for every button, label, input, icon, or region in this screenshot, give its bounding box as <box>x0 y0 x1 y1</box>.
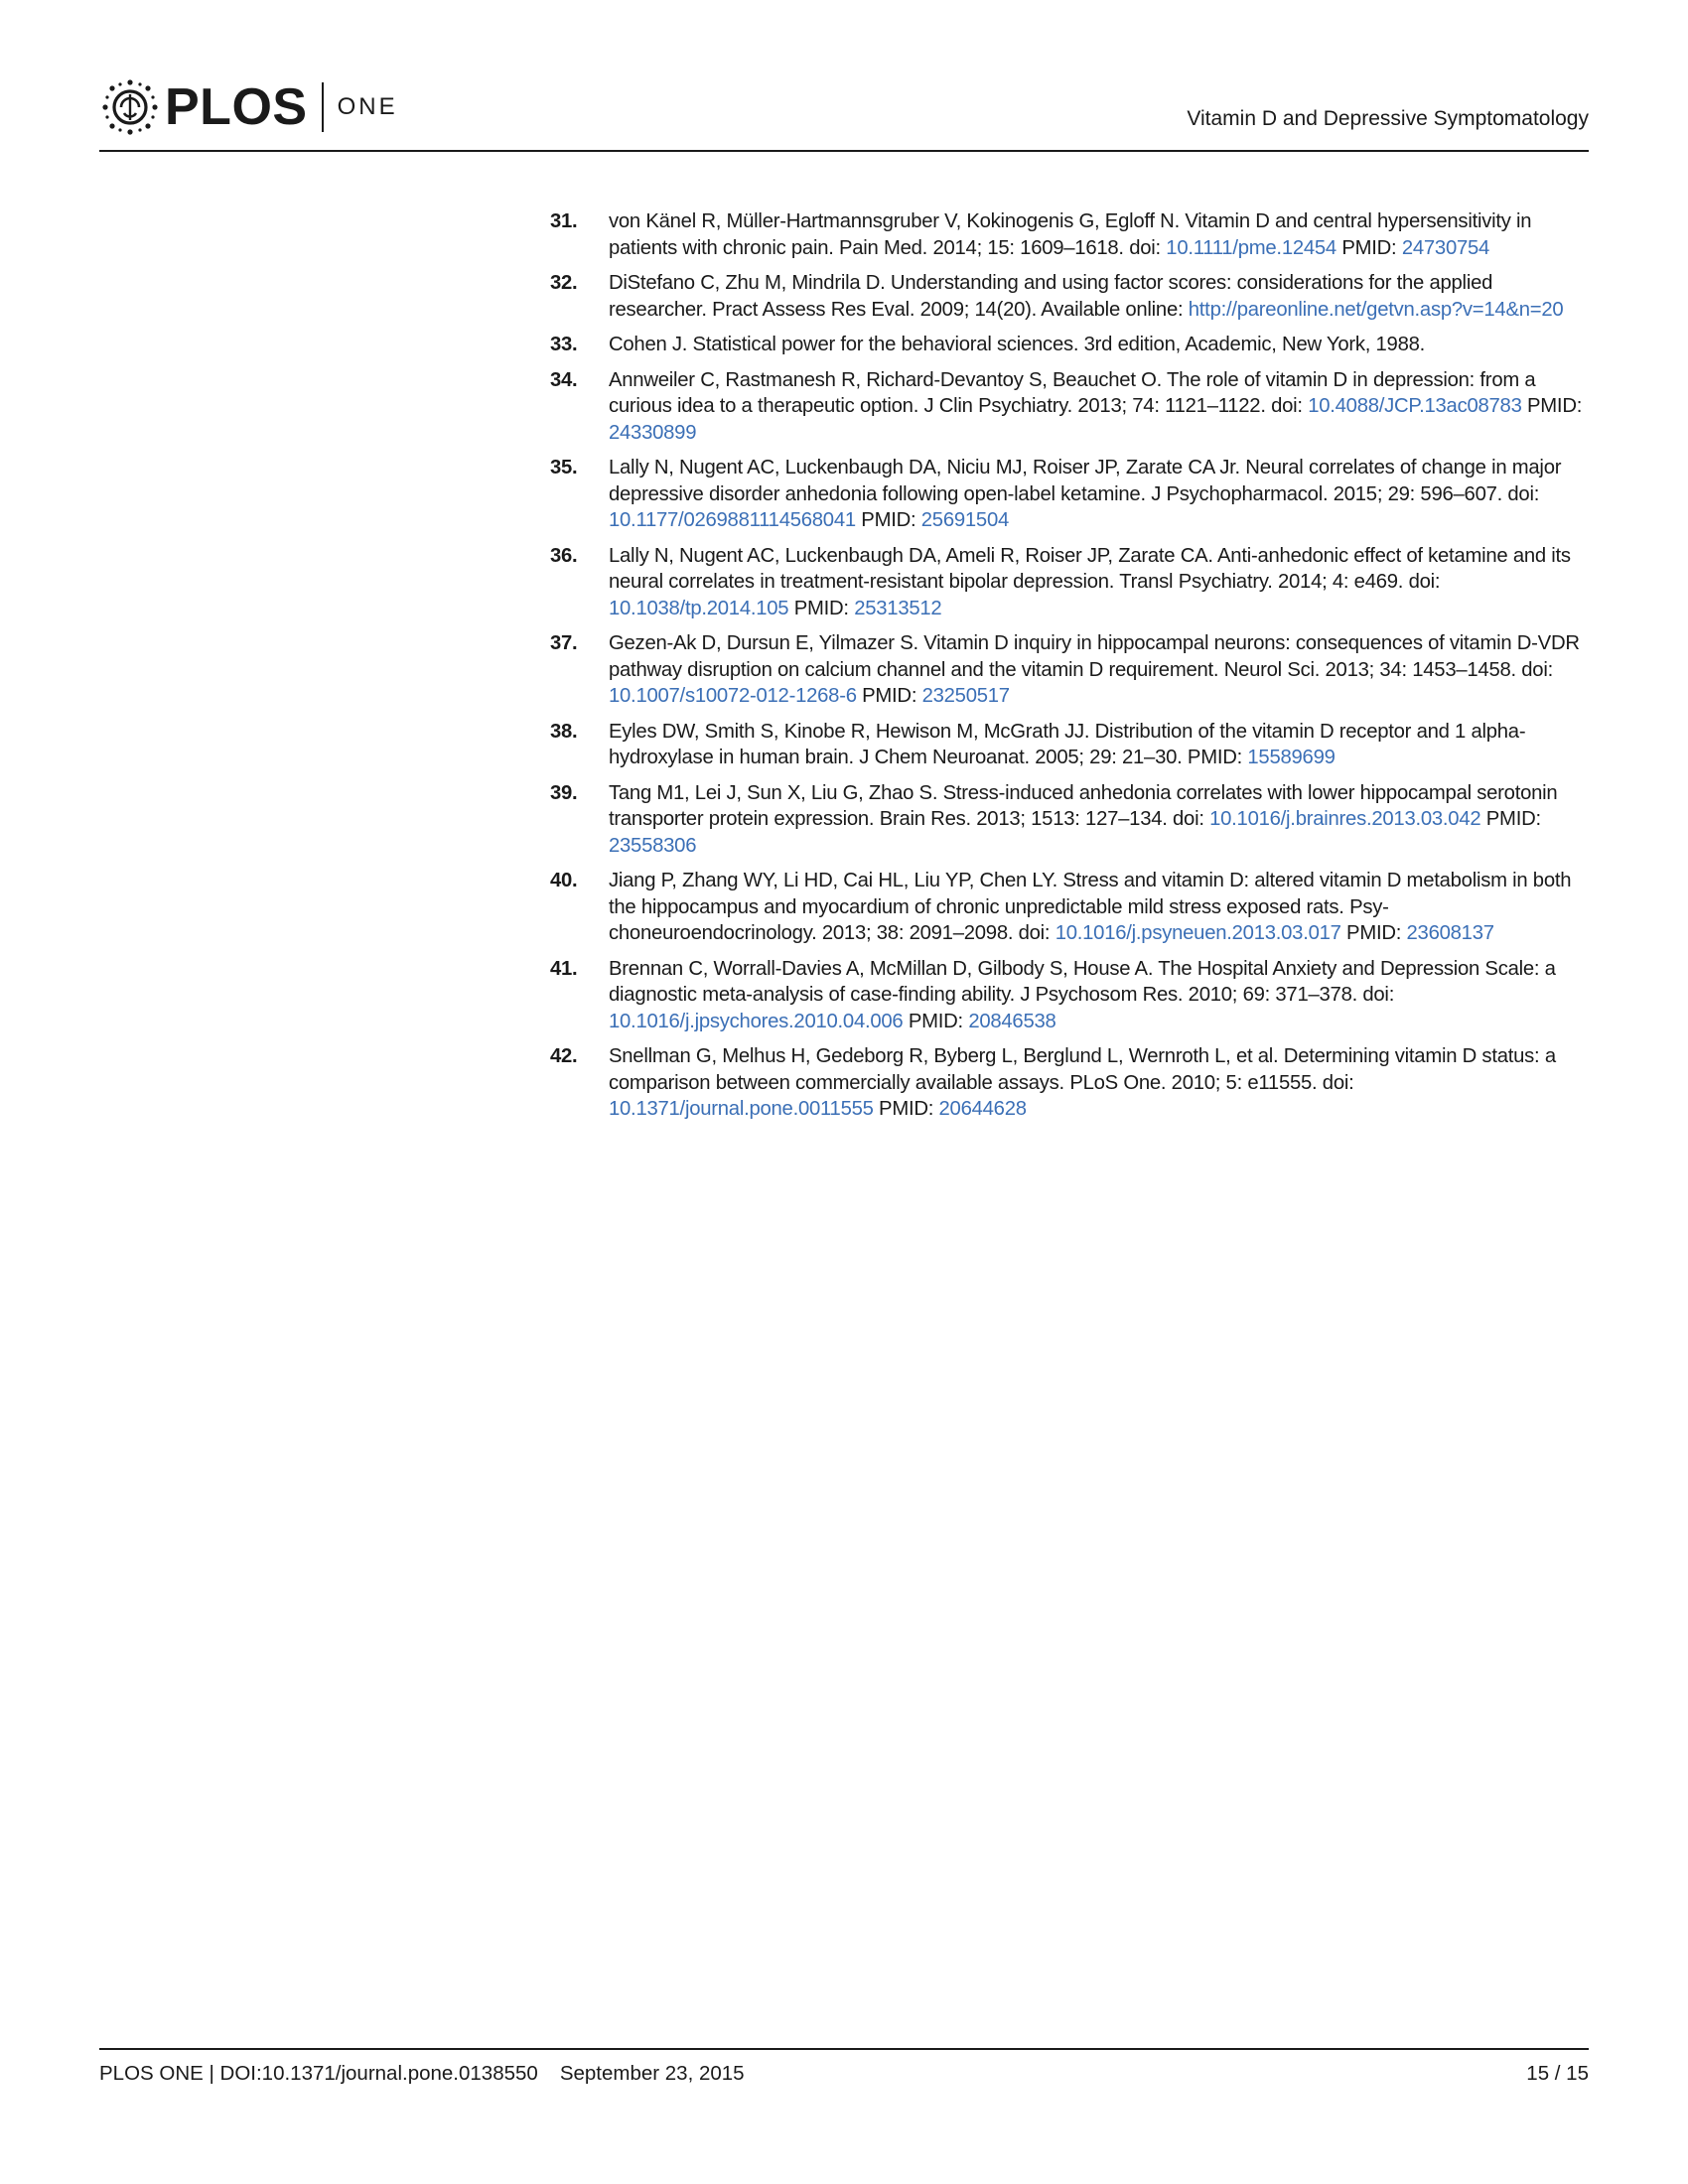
reference-text: Gezen-Ak D, Dursun E, Yilmazer S. Vitamin D inquiry in hippocampal neurons: consequences of vitamin D-VDR pathway disruption on calcium channel and the vitamin D requirement. Neurol Sci. 2013; 34: 1453–1458. doi: <box>609 632 1580 681</box>
reference-number: 34. <box>550 368 578 391</box>
reference-pmid-link[interactable]: 23608137 <box>1406 922 1494 944</box>
header-rule <box>99 150 1589 152</box>
reference-doi-link[interactable]: 10.1016/j.psyneuen.2013.03.017 <box>1055 922 1341 944</box>
reference-pmid-link[interactable]: 23558306 <box>609 834 697 857</box>
logo-divider <box>322 82 324 132</box>
reference-text: Cohen J. Statistical power for the behavioral sciences. 3rd edition, Academic, New York, 1988. <box>609 334 1426 355</box>
footer-citation <box>99 2062 745 2086</box>
logo-one-text: ONE <box>337 93 398 120</box>
reference-number: 41. <box>550 957 578 980</box>
reference-item <box>550 270 1589 323</box>
reference-number: 42. <box>550 1045 578 1067</box>
reference-text: Tang M1, Lei J, Sun X, Liu G, Zhao S. Stress-induced anhedonia correlates with lower hippocampal serotonin transporter protein expression. Brain Res. 2013; 1513: 127–134. doi: <box>609 781 1558 830</box>
reference-pmid-label: PMID: <box>1521 395 1583 417</box>
footer-page-number: 15 / 15 <box>1526 2062 1589 2085</box>
reference-number: 39. <box>550 781 578 804</box>
reference-text: DiStefano C, Zhu M, Mindrila D. Understanding and using factor scores: considerations for the applied researcher. Pract Assess Res Eval. 2009; 14(20). Available online: <box>609 272 1493 321</box>
reference-item <box>550 630 1589 710</box>
reference-item <box>550 332 1589 358</box>
reference-doi-link[interactable]: 10.1038/tp.2014.105 <box>609 597 789 619</box>
reference-text: Lally N, Nugent AC, Luckenbaugh DA, Ameli R, Roiser JP, Zarate CA. Anti-anhedonic effect of ketamine and its neural correlates in treatment-resistant bipolar depression. Transl Psychiatry. 2014; 4: e469. doi: <box>609 544 1571 593</box>
reference-pmid-link[interactable]: 20846538 <box>968 1010 1056 1032</box>
reference-number: 32. <box>550 272 578 294</box>
logo-plos-text: PLOS <box>165 78 308 136</box>
page-header <box>99 71 1589 151</box>
reference-pmid-link[interactable]: 15589699 <box>1247 747 1336 768</box>
reference-doi-link[interactable]: 10.1016/j.brainres.2013.03.042 <box>1209 808 1481 830</box>
reference-doi-link[interactable]: 10.1016/j.jpsychores.2010.04.006 <box>609 1010 904 1032</box>
reference-number: 33. <box>550 334 578 355</box>
reference-text: Snellman G, Melhus H, Gedeborg R, Byberg L, Berglund L, Wernroth L, et al. Determining vitamin D status: a comparison between commercially available assays. PLoS One. 2010; 5: e11555. doi: <box>609 1045 1556 1094</box>
reference-list <box>550 208 1589 1132</box>
reference-url-link[interactable]: http://pareonline.net/getvn.asp?v=14&n=20 <box>1188 298 1564 321</box>
reference-pmid-link[interactable]: 24730754 <box>1401 236 1490 259</box>
reference-number: 38. <box>550 720 578 743</box>
reference-number: 36. <box>550 544 578 567</box>
reference-text: Lally N, Nugent AC, Luckenbaugh DA, Niciu MJ, Roiser JP, Zarate CA Jr. Neural correlates of change in major depressive disorder anhedonia following open-label ketamine. J Psychopharmacol. 2015; 29: 596–607. doi: <box>609 457 1562 505</box>
reference-item <box>550 367 1589 447</box>
reference-number: 35. <box>550 457 578 478</box>
reference-item <box>550 780 1589 860</box>
plos-logo-icon <box>99 76 161 138</box>
footer-date: September 23, 2015 <box>559 2062 745 2085</box>
reference-text: Brennan C, Worrall-Davies A, McMillan D, Gilbody S, House A. The Hospital Anxiety and Depression Scale: a diagnostic meta-analysis of case-finding ability. J Psychosom Res. 2010; 69: 371–378. doi: <box>609 957 1556 1006</box>
reference-doi-link[interactable]: 10.1371/journal.pone.0011555 <box>609 1098 874 1120</box>
reference-doi-link[interactable]: 10.1007/s10072-012-1268-6 <box>609 685 857 707</box>
reference-pmid-label: PMID: <box>788 597 855 619</box>
reference-pmid-label: PMID: <box>873 1098 939 1120</box>
reference-item <box>550 208 1589 261</box>
reference-number: 37. <box>550 632 578 654</box>
reference-pmid-label: PMID: <box>1480 808 1541 830</box>
reference-pmid-link[interactable]: 25691504 <box>920 509 1010 531</box>
footer-journal-doi: PLOS ONE | DOI:10.1371/journal.pone.0138550 <box>99 2062 538 2085</box>
reference-pmid-link[interactable]: 20644628 <box>938 1098 1027 1120</box>
reference-text: Jiang P, Zhang WY, Li HD, Cai HL, Liu YP, Chen LY. Stress and vitamin D: altered vitamin D metabolism in both the hippocampus and myocardium of chronic unpredictable mild stress exposed rats. Psychoneuroendocrinology. 2013; 38: 2091–2098. doi: <box>609 870 1572 944</box>
running-title: Vitamin D and Depressive Symptomatology <box>1187 107 1589 130</box>
reference-text: Eyles DW, Smith S, Kinobe R, Hewison M, McGrath JJ. Distribution of the vitamin D receptor and 1 alpha-hydroxylase in human brain. J Chem Neuroanat. 2005; 29: 21–30. PMID: <box>609 720 1526 768</box>
footer-rule <box>99 2048 1589 2050</box>
plos-one-logo[interactable] <box>99 77 398 137</box>
reference-number: 40. <box>550 870 578 891</box>
reference-pmid-label: PMID: <box>1336 236 1402 259</box>
reference-pmid-link[interactable]: 23250517 <box>921 685 1010 707</box>
reference-item <box>550 719 1589 771</box>
reference-item <box>550 1043 1589 1123</box>
reference-doi-link[interactable]: 10.1111/pme.12454 <box>1166 236 1336 259</box>
reference-item <box>550 868 1589 947</box>
reference-pmid-link[interactable]: 24330899 <box>609 421 697 444</box>
reference-text: von Känel R, Müller-Hartmannsgruber V, Kokinogenis G, Egloff N. Vitamin D and central hypersensitivity in patients with chronic pain. Pain Med. 2014; 15: 1609–1618. doi: <box>609 210 1532 259</box>
reference-item <box>550 455 1589 534</box>
reference-pmid-label: PMID: <box>1340 922 1407 944</box>
reference-pmid-label: PMID: <box>856 685 922 707</box>
reference-doi-link[interactable]: 10.4088/JCP.13ac08783 <box>1308 395 1522 417</box>
reference-text: Annweiler C, Rastmanesh R, Richard-Devantoy S, Beauchet O. The role of vitamin D in depression: from a curious idea to a therapeutic option. J Clin Psychiatry. 2013; 74: 1121–1122. doi: <box>609 368 1536 417</box>
reference-doi-link[interactable]: 10.1177/0269881114568041 <box>609 509 856 531</box>
reference-pmid-link[interactable]: 25313512 <box>854 597 942 619</box>
reference-item <box>550 543 1589 622</box>
reference-number: 31. <box>550 210 578 232</box>
reference-pmid-label: PMID: <box>903 1010 969 1032</box>
reference-item <box>550 956 1589 1035</box>
reference-pmid-label: PMID: <box>855 509 921 531</box>
